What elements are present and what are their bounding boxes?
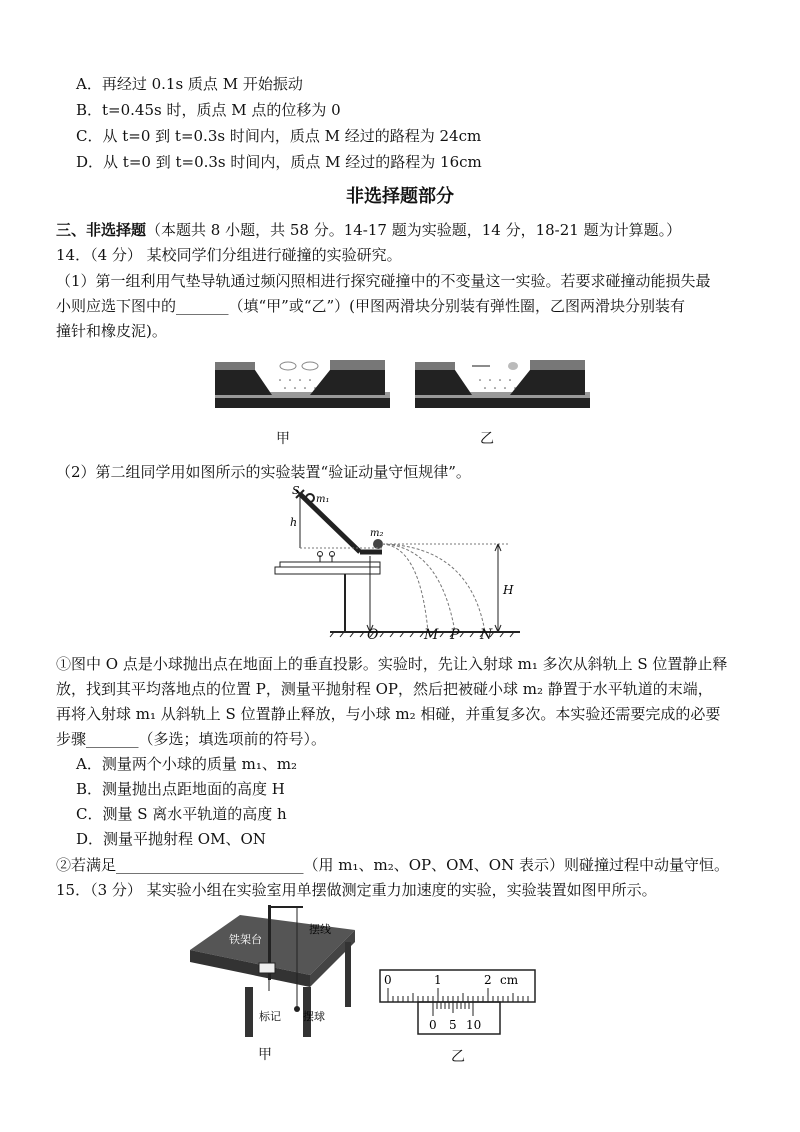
- q14-q1-line4: 步骤_______（多选；填选项前的符号）。: [56, 730, 327, 748]
- label-bob: 摆球: [303, 1010, 325, 1023]
- q14-header: 14．（4 分） 某校同学们分组进行碰撞的实验研究。: [56, 246, 402, 264]
- label-P: P: [450, 627, 460, 643]
- label-stand: 铁架台: [229, 933, 262, 946]
- air-track-figures: [210, 350, 590, 420]
- q13-option-d: D．从 t=0 到 t=0.3s 时间内，质点 M 经过的路程为 16cm: [76, 153, 482, 171]
- caliper-main-1: 1: [434, 973, 442, 987]
- q14-q1-line3: 再将入射球 m₁ 从斜轨上 S 位置静止释放，与小球 m₂ 相碰，并重复多次。本实验还需要完成的必要: [56, 705, 721, 723]
- q15-header: 15．（3 分） 某实验小组在实验室用单摆做测定重力加速度的实验，实验装置如图甲所示。: [56, 881, 657, 899]
- pendulum-stand: [185, 895, 355, 1045]
- vernier-caliper: [378, 966, 538, 1046]
- q14-option-b: B．测量抛出点距地面的高度 H: [76, 780, 285, 798]
- label-M: M: [424, 627, 439, 643]
- section3-desc: （本题共 8 小题，共 58 分。14-17 题为实验题，14 分，18-21 题为计算题。）: [146, 221, 682, 239]
- momentum-apparatus: [270, 482, 530, 642]
- label-m1: m₁: [316, 494, 330, 505]
- label-O: O: [367, 627, 379, 643]
- q14-option-c: C．测量 S 离水平轨道的高度 h: [76, 805, 287, 823]
- fig-label-yi: 乙: [480, 431, 494, 447]
- q14-q1-line1: ①图中 O 点是小球抛出点在地面上的垂直投影。实验时，先让入射球 m₁ 多次从斜轨上 S 位置静止释: [56, 655, 728, 673]
- fig-label-jia: 甲: [276, 431, 290, 447]
- q13-option-c: C．从 t=0 到 t=0.3s 时间内，质点 M 经过的路程为 24cm: [76, 127, 482, 145]
- caliper-main-0: 0: [384, 973, 392, 987]
- q13-option-b: B．t=0.45s 时，质点 M 点的位移为 0: [76, 101, 341, 119]
- section-title: 非选择题部分: [346, 186, 454, 207]
- label-string: 摆线: [309, 923, 331, 936]
- caliper-main-2: 2: [484, 973, 492, 987]
- q14-q2: ②若满足_________________________（用 m₁、m₂、OP、OM、ON 表示）则碰撞过程中动量守恒。: [56, 856, 729, 874]
- label-s: S: [292, 484, 300, 497]
- q15-fig-label-jia: 甲: [258, 1047, 272, 1063]
- section3-heading: [56, 220, 681, 240]
- label-m2: m₂: [370, 528, 384, 539]
- label-h: h: [290, 516, 298, 529]
- caliper-vernier-0: 0: [429, 1018, 437, 1032]
- air-track-jia: [215, 360, 390, 408]
- caliper-vernier-5: 5: [449, 1018, 457, 1032]
- caliper-unit: cm: [500, 973, 519, 987]
- label-N: N: [480, 627, 493, 643]
- q13-option-a: A．再经过 0.1s 质点 M 开始振动: [76, 75, 303, 93]
- section3-label: 三、非选择题: [56, 221, 147, 239]
- q14-option-a: A．测量两个小球的质量 m₁、m₂: [76, 755, 298, 773]
- q14-part2: （2）第二组同学用如图所示的实验装置“验证动量守恒规律”。: [56, 463, 471, 481]
- q14-q1-line2: 放，找到其平均落地点的位置 P，测量平抛射程 OP，然后把被碰小球 m₂ 静置于水平轨道的末端，: [56, 680, 713, 698]
- air-track-yi: [415, 360, 590, 408]
- label-H: H: [503, 583, 514, 597]
- q14-option-d: D．测量平抛射程 OM、ON: [76, 830, 266, 848]
- q14-part1-line3: 撞针和橡皮泥)。: [56, 322, 167, 340]
- caliper-vernier-10: 10: [466, 1018, 482, 1032]
- q14-part1-line1: （1）第一组利用气垫导轨通过频闪照相进行探究碰撞中的不变量这一实验。若要求碰撞动能损失最: [56, 272, 711, 290]
- q15-fig-label-yi: 乙: [451, 1049, 465, 1065]
- label-mark: 标记: [259, 1010, 281, 1023]
- q14-part1-line2: 小则应选下图中的_______（填“甲”或“乙”）(甲图两滑块分别装有弹性圈，乙图两滑块分别装有: [56, 297, 686, 315]
